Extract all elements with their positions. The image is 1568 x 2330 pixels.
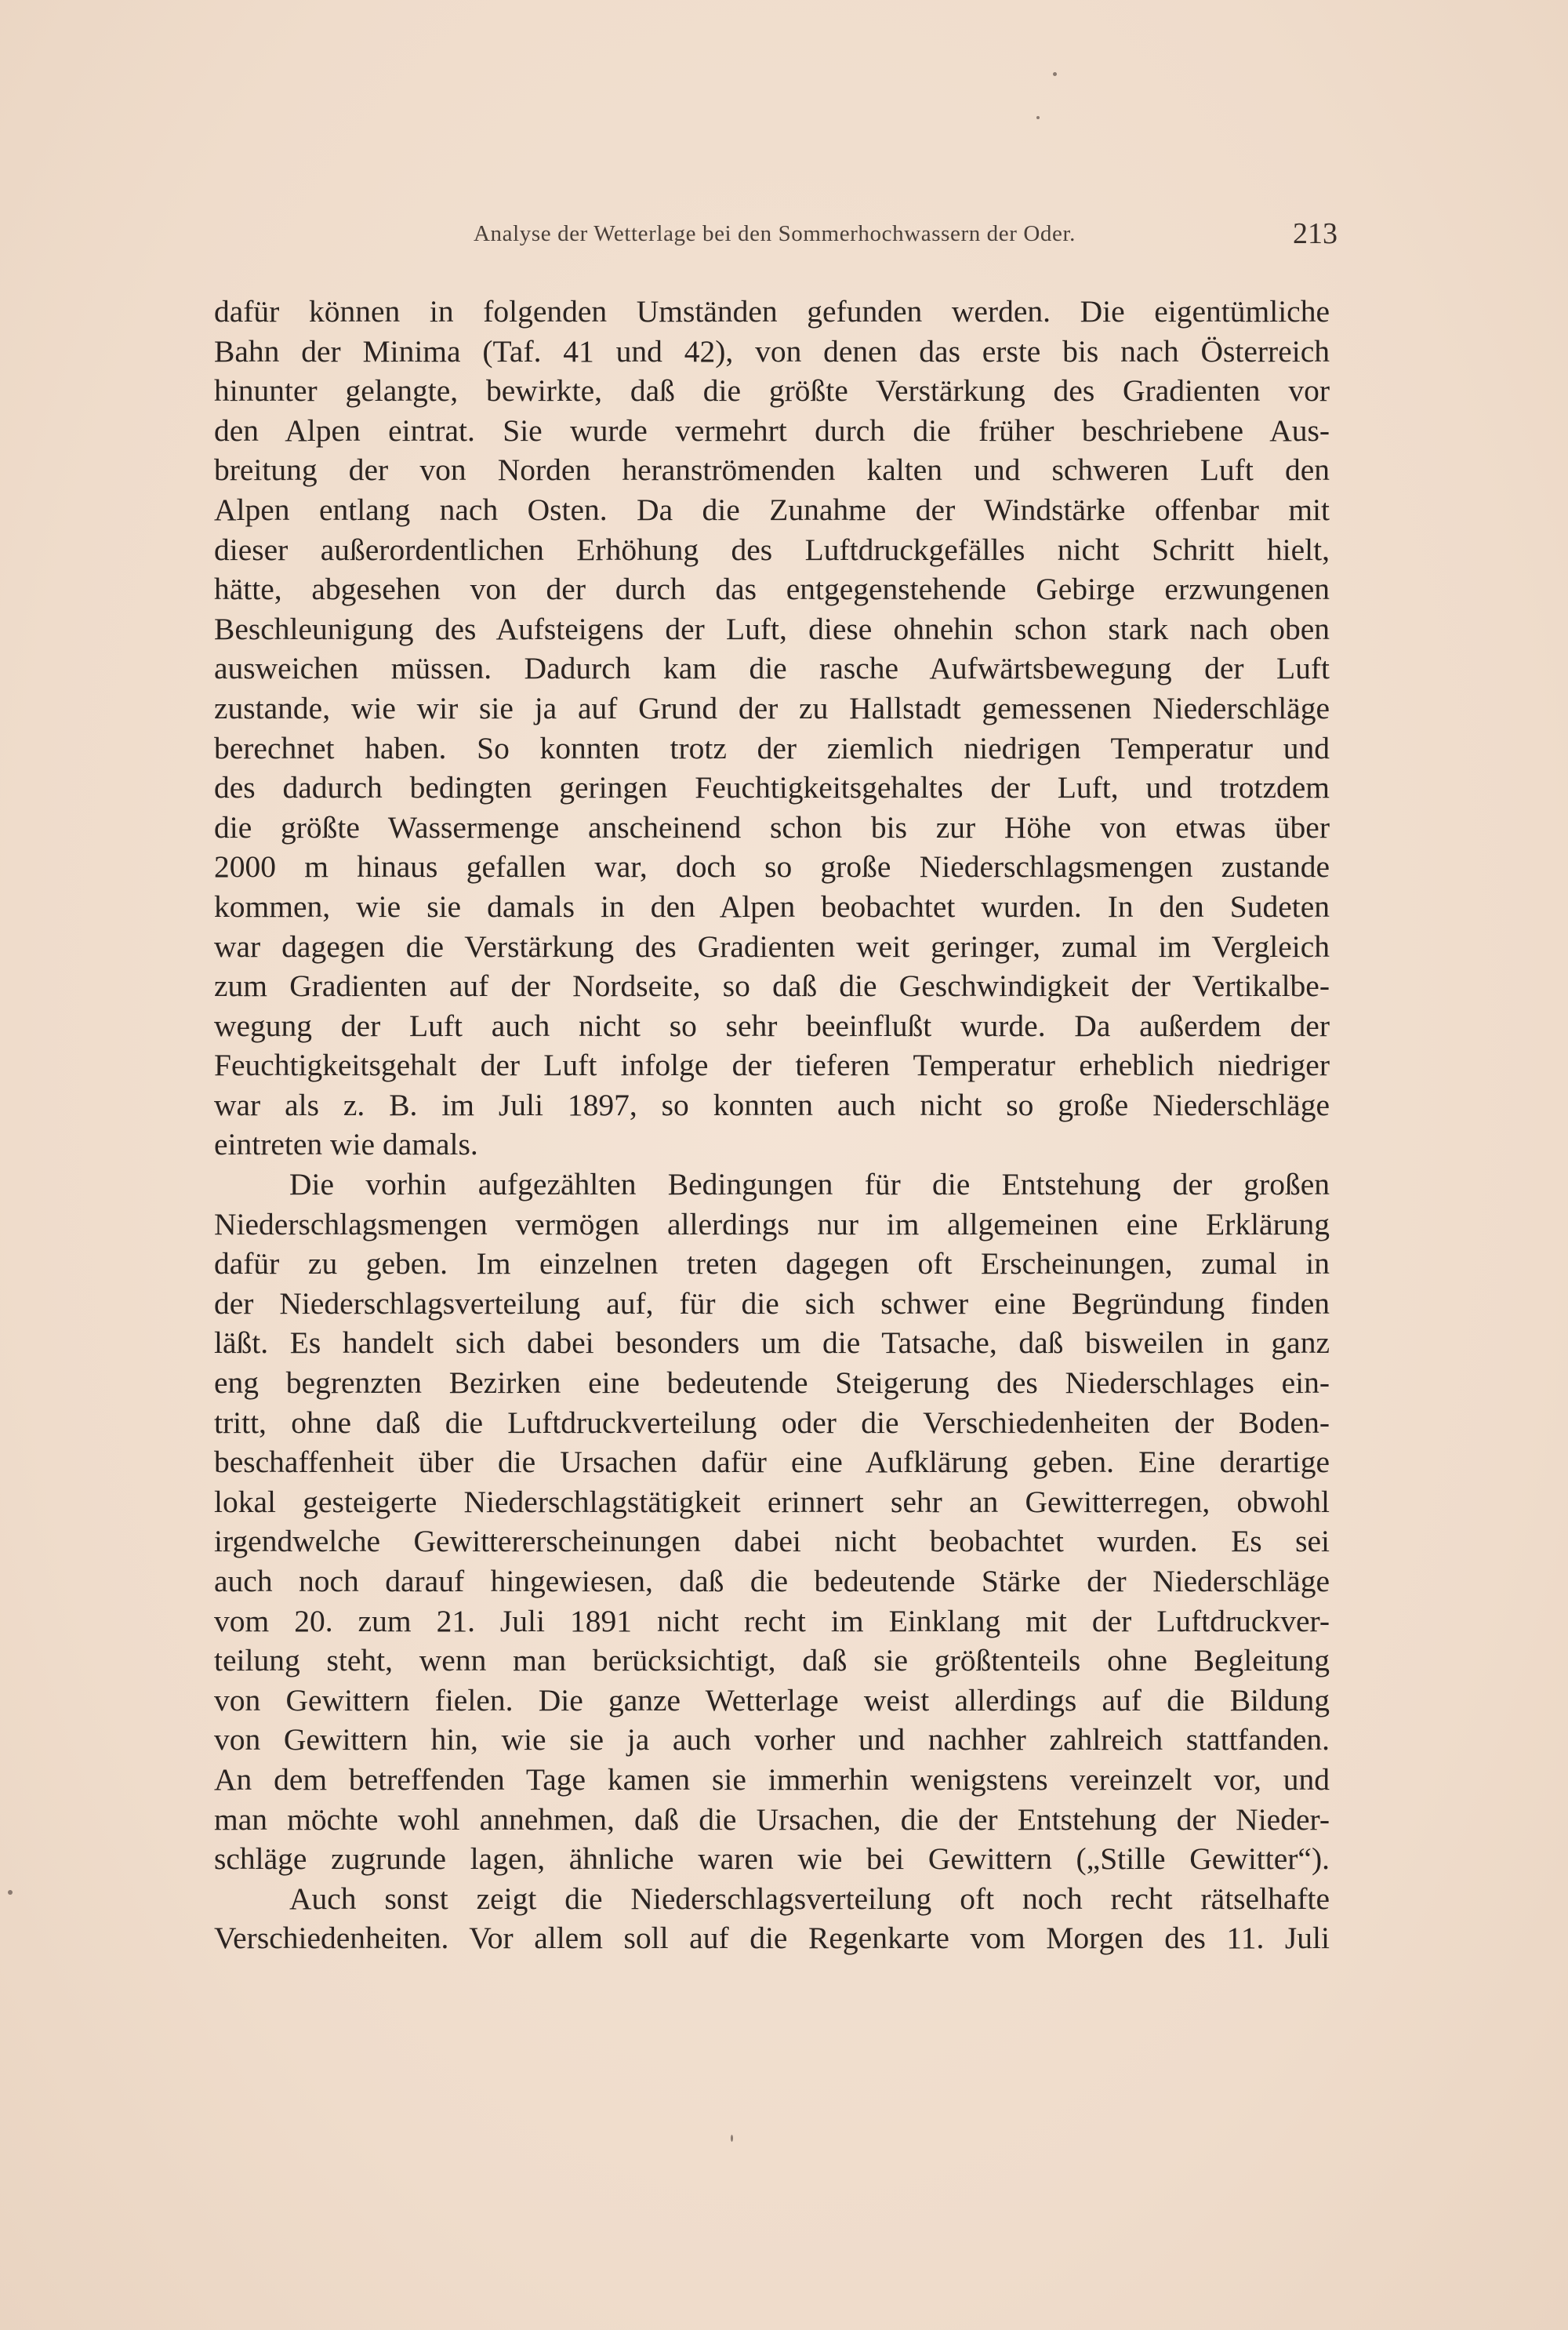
text-line: dafür zu geben. Im einzelnen treten dagegen oft Erscheinungen, zumal in (214, 1246, 1330, 1281)
text-line: Beschleunigung des Aufsteigens der Luft, diese ohnehin schon stark nach oben (214, 611, 1330, 646)
page-number: 213 (1293, 217, 1338, 250)
text-line: läßt. Es handelt sich dabei besonders um die Tatsache, daß bisweilen in ganz (214, 1325, 1330, 1361)
text-line: Verschiedenheiten. Vor allem soll auf die Regenkarte vom Morgen des 11. Juli (214, 1921, 1330, 1956)
text-line: An dem betreffenden Tage kamen sie immerhin wenigstens vereinzelt vor, und (214, 1761, 1330, 1797)
text-line: Feuchtigkeitsgehalt der Luft infolge der tieferen Temperatur erheblich niedriger (214, 1048, 1330, 1083)
text-line: Niederschlagsmengen vermögen allerdings nur im allgemeinen eine Erklärung (214, 1206, 1330, 1241)
text-line: teilung steht, wenn man berücksichtigt, daß sie größtenteils ohne Begleitung (214, 1643, 1330, 1678)
text-line: die größte Wassermenge anscheinend schon bis zur Höhe von etwas über (214, 809, 1330, 845)
text-line: zustande, wie wir sie ja auf Grund der zu Hallstadt gemessenen Niederschläge (214, 690, 1330, 725)
text-line: breitung der von Norden heranströmenden kalten und schweren Luft den (214, 453, 1330, 488)
text-line: hätte, abgesehen von der durch das entgegenstehende Gebirge erzwungenen (214, 572, 1330, 607)
paper-speck (8, 1890, 13, 1895)
text-line: vom 20. zum 21. Juli 1891 nicht recht im Einklang mit der Luftdruckver- (214, 1603, 1330, 1638)
text-line: war dagegen die Verstärkung des Gradienten weit geringer, zumal im Vergleich (214, 929, 1330, 964)
text-line: man möchte wohl annehmen, daß die Ursachen, die der Entstehung der Nieder- (214, 1801, 1330, 1837)
text-line: dafür können in folgenden Umständen gefunden werden. Die eigentümliche (214, 294, 1330, 329)
text-line: war als z. B. im Juli 1897, so konnten auch nicht so große Niederschläge (214, 1087, 1330, 1122)
running-title: Analyse der Wetterlage bei den Sommerhochwassern der Oder. (474, 221, 1076, 246)
body-text (214, 292, 1330, 1958)
text-line: von Gewittern hin, wie sie ja auch vorher und nachher zahlreich stattfanden. (214, 1722, 1330, 1757)
text-line: kommen, wie sie damals in den Alpen beobachtet wurden. In den Sudeten (214, 889, 1330, 924)
text-line: der Niederschlagsverteilung auf, für die sich schwer eine Begründung finden (214, 1285, 1330, 1321)
paper-speck (1053, 72, 1057, 76)
text-line: irgendwelche Gewittererscheinungen dabei nicht beobachtet wurden. Es sei (214, 1524, 1330, 1559)
text-line: beschaffenheit über die Ursachen dafür eine Aufklärung geben. Eine derartige (214, 1445, 1330, 1480)
text-line: Alpen entlang nach Osten. Da die Zunahme der Windstärke offenbar mit (214, 492, 1330, 527)
text-line: Bahn der Minima (Taf. 41 und 42), von denen das erste bis nach Österreich (214, 333, 1330, 369)
text-line: eng begrenzten Bezirken eine bedeutende Steigerung des Niederschlages ein- (214, 1365, 1330, 1401)
text-line: auch noch darauf hingewiesen, daß die bedeutende Stärke der Niederschläge (214, 1564, 1330, 1598)
text-line: wegung der Luft auch nicht so sehr beeinflußt wurde. Da außerdem der (214, 1008, 1330, 1043)
paper-speck (731, 2135, 733, 2142)
text-line: berechnet haben. So konnten trotz der ziemlich niedrigen Temperatur und (214, 730, 1330, 765)
text-line: schläge zugrunde lagen, ähnliche waren wie bei Gewittern („Stille Gewitter“). (214, 1841, 1330, 1877)
paper-speck (1036, 116, 1040, 119)
text-line: zum Gradienten auf der Nordseite, so daß die Geschwindigkeit der Vertikalbe- (214, 969, 1330, 1004)
text-line: Auch sonst zeigt die Niederschlagsverteilung oft noch recht rätselhafte (289, 1881, 1330, 1916)
text-line: tritt, ohne daß die Luftdruckverteilung oder die Verschiedenheiten der Boden- (214, 1405, 1330, 1440)
text-line: 2000 m hinaus gefallen war, doch so große Niederschlagsmengen zustande (214, 849, 1330, 885)
text-line: lokal gesteigerte Niederschlagstätigkeit erinnert sehr an Gewitterregen, obwohl (214, 1484, 1330, 1519)
text-line: ausweichen müssen. Dadurch kam die rasche Aufwärtsbewegung der Luft (214, 651, 1330, 686)
text-line: Die vorhin aufgezählten Bedingungen für die Entstehung der großen (289, 1167, 1330, 1202)
text-line: von Gewittern fielen. Die ganze Wetterlage weist allerdings auf die Bildung (214, 1682, 1330, 1718)
text-line: dieser außerordentlichen Erhöhung des Luftdruckgefälles nicht Schritt hielt, (214, 532, 1330, 567)
text-line: hinunter gelangte, bewirkte, daß die größte Verstärkung des Gradienten vor (214, 373, 1330, 409)
text-line: den Alpen eintrat. Sie wurde vermehrt durch die früher beschriebene Aus- (214, 413, 1330, 448)
text-line: eintreten wie damals. (214, 1127, 478, 1162)
running-head (212, 217, 1338, 260)
text-line: des dadurch bedingten geringen Feuchtigkeitsgehaltes der Luft, und trotzdem (214, 770, 1330, 805)
